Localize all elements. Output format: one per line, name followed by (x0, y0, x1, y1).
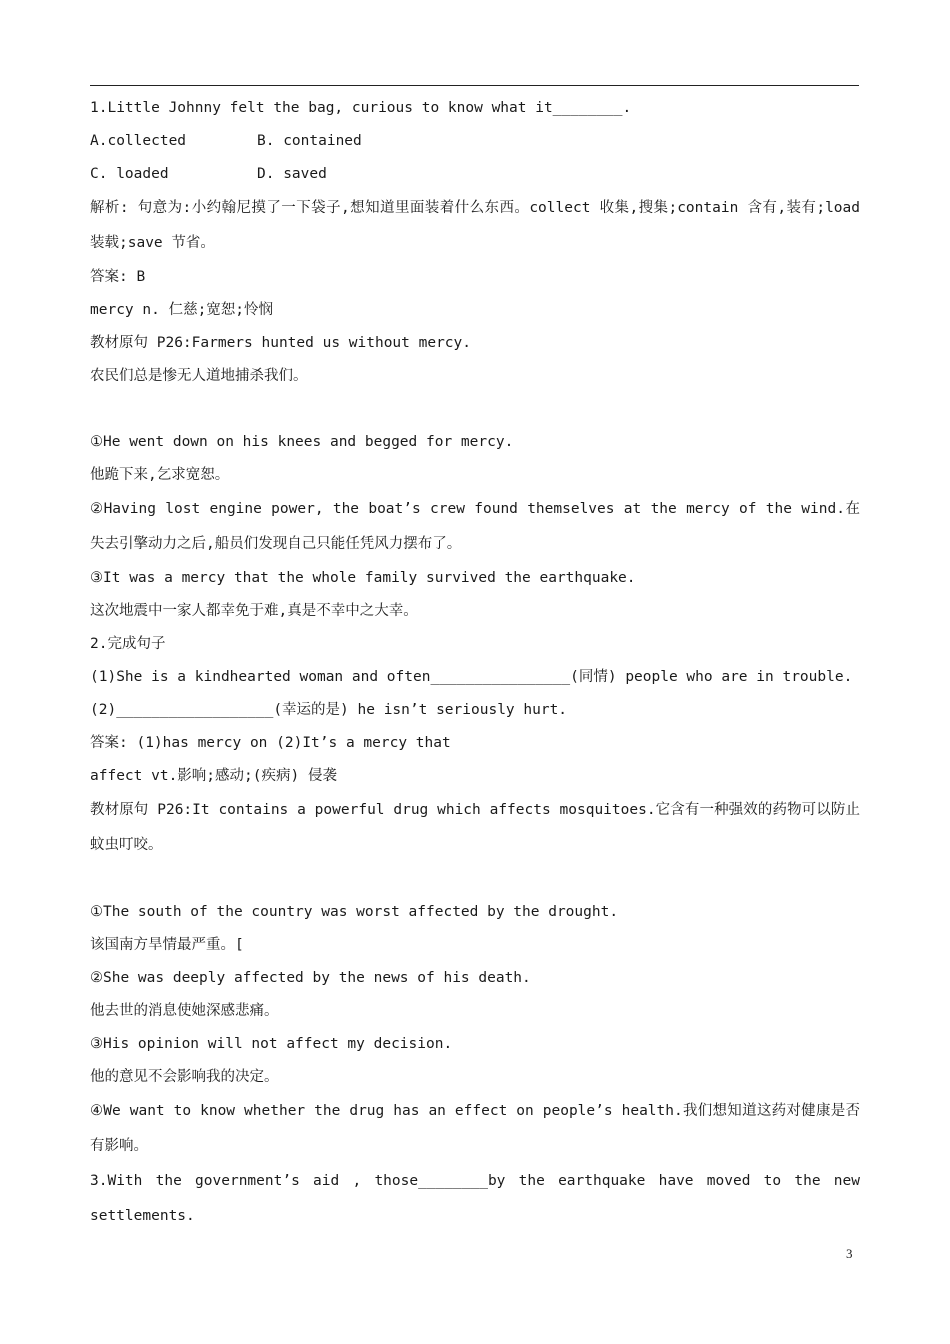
mercy-example-1: ①He went down on his knees and begged for mercy. (90, 434, 514, 450)
q1-options-row-1 (90, 125, 860, 158)
affect-example-4: ④We want to know whether the drug has an effect on people’s health.我们想知道这药对健康是否有影响。 (90, 1103, 860, 1154)
q1-option-a: A.collected (90, 133, 187, 149)
mercy-example-2: ②Having lost engine power, the boat’s crew found themselves at the mercy of the wind.在失去引擎动力之后,船员们发现自己只能任凭风力摆布了。 (90, 501, 860, 552)
mercy-example-3: ③It was a mercy that the whole family survived the earthquake. (90, 570, 636, 586)
affect-example-2: ②She was deeply affected by the news of his death. (90, 970, 531, 986)
q3-stem: 3.With the government’s aid , those________by the earthquake have moved to the new settlements. (90, 1173, 860, 1224)
mercy-source-cn: 农民们总是惨无人道地捕杀我们。 (90, 368, 308, 384)
q2-item-1: (1)She is a kindhearted woman and often________________(同情) people who are in trouble. (90, 669, 853, 685)
q1-option-b: B. contained (257, 133, 362, 149)
affect-source: 教材原句 P26:It contains a powerful drug which affects mosquitoes.它含有一种强效的药物可以防止蚊虫叮咬。 (90, 802, 860, 853)
q1-stem: 1.Little Johnny felt the bag, curious to know what it________. (90, 100, 632, 116)
spacer (90, 863, 860, 896)
mercy-example-3-cn: 这次地震中一家人都幸免于难,真是不幸中之大幸。 (90, 603, 418, 619)
q2-item-2: (2)__________________(幸运的是) he isn’t seriously hurt. (90, 702, 568, 718)
page-number: 3 (846, 1246, 853, 1261)
q2-title: 2.完成句子 (90, 636, 166, 652)
mercy-example-1-cn: 他跪下来,乞求宽恕。 (90, 467, 230, 483)
header-rule (90, 85, 859, 86)
q1-analysis: 解析: 句意为:小约翰尼摸了一下袋子,想知道里面装着什么东西。collect 收集,搜集;contain 含有,装有;load 装载;save 节省。 (90, 200, 860, 251)
spacer (90, 393, 860, 426)
mercy-headword: mercy n. 仁慈;宽恕;怜悯 (90, 302, 274, 318)
q1-option-d: D. saved (257, 166, 327, 182)
document-page (90, 92, 860, 1234)
q2-answer: 答案: (1)has mercy on (2)It’s a mercy that (90, 735, 451, 751)
q1-answer: 答案: B (90, 269, 146, 285)
mercy-source: 教材原句 P26:Farmers hunted us without mercy. (90, 335, 471, 351)
q1-options-row-2 (90, 158, 860, 191)
affect-example-3-cn: 他的意见不会影响我的决定。 (90, 1069, 279, 1085)
affect-headword: affect vt.影响;感动;(疾病) 侵袭 (90, 768, 337, 784)
affect-example-2-cn: 他去世的消息使她深感悲痛。 (90, 1003, 279, 1019)
affect-example-1-cn: 该国南方旱情最严重。[ (90, 937, 244, 953)
affect-example-1: ①The south of the country was worst affected by the drought. (90, 904, 619, 920)
q1-option-c: C. loaded (90, 166, 169, 182)
affect-example-3: ③His opinion will not affect my decision. (90, 1036, 453, 1052)
